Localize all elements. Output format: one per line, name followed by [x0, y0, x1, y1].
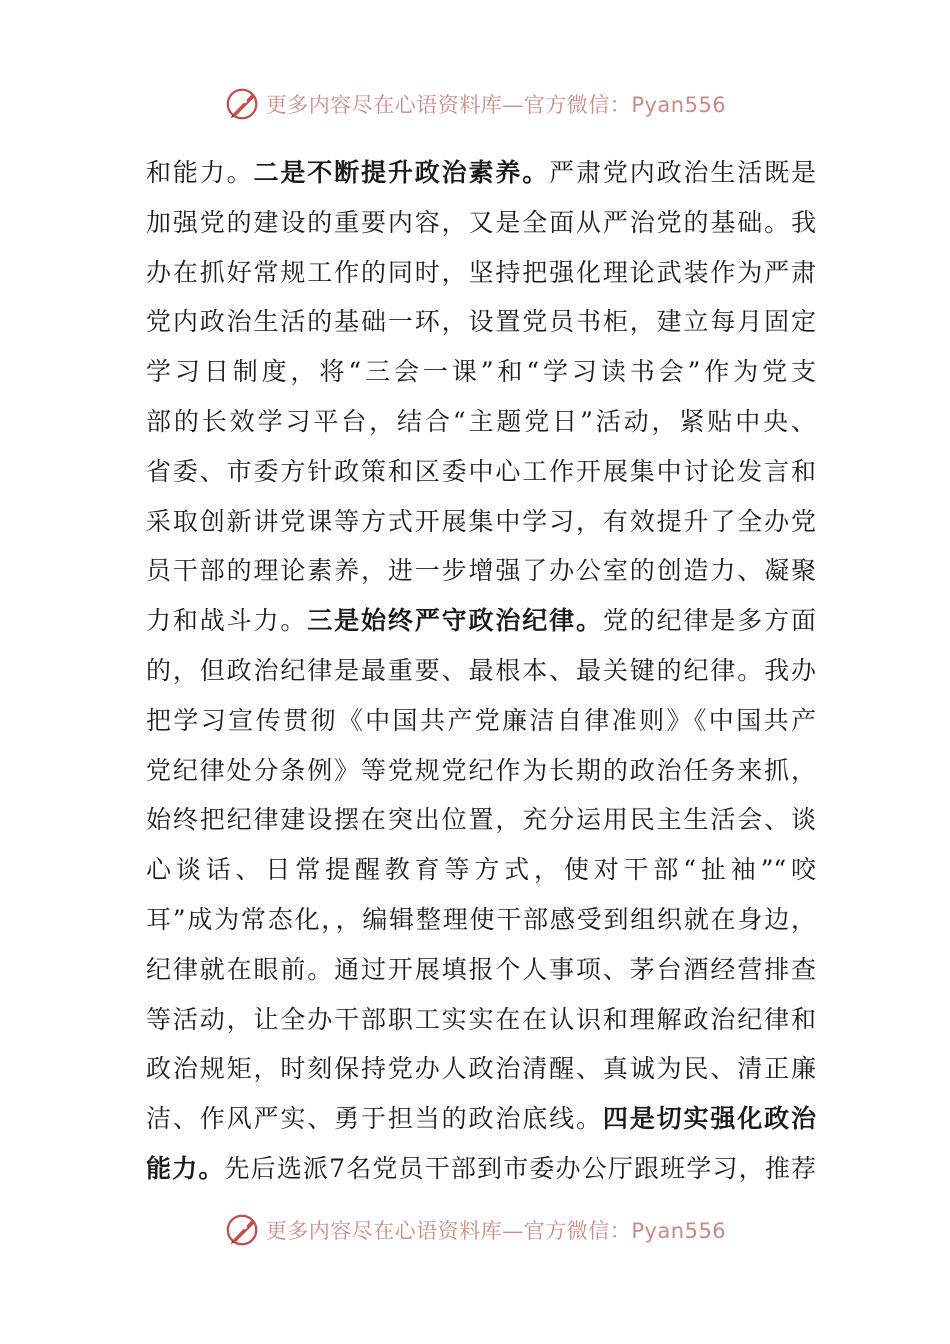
- body-text: 心谈话、日常提醒教育等方式，使对干部“扯袖”“咬: [146, 855, 816, 885]
- text-line: [146, 1094, 816, 1144]
- body-text: 的，但政治纪律是最重要、最根本、最关键的纪律。我办: [146, 655, 816, 685]
- header-watermark-text: 更多内容尽在心语资料库—官方微信：: [265, 93, 632, 117]
- header-watermark: [0, 82, 950, 126]
- text-line: [146, 248, 816, 298]
- body-text: 始终把纪律建设摆在突出位置，充分运用民主生活会、谈: [146, 805, 816, 835]
- text-line: [146, 945, 816, 995]
- body-text: 力和战斗力。: [146, 606, 308, 636]
- text-line: [146, 1144, 816, 1194]
- body-text: 采取创新讲党课等方式开展集中学习，有效提升了全办党: [146, 506, 816, 536]
- footer-watermark: [0, 1208, 950, 1252]
- bold-heading-text: 二是不断提升政治素养。: [253, 158, 550, 187]
- body-text: 政治规矩，时刻保持党办人政治清醒、真诚为民、清正廉: [146, 1054, 816, 1084]
- text-line: [146, 198, 816, 248]
- header-watermark-account: Pyan556: [631, 93, 727, 117]
- text-line: [146, 995, 816, 1045]
- body-text: 党纪律处分条例》等党规党纪作为长期的政治任务来抓，: [146, 755, 816, 785]
- text-line: [146, 148, 816, 198]
- body-text: 学习日制度，将“三会一课”和“学习读书会”作为党支: [146, 357, 816, 387]
- bold-heading-text: 能力。: [146, 1153, 225, 1183]
- body-text: 把学习宣传贯彻《中国共产党廉洁自律准则》《中国共产: [146, 705, 816, 735]
- text-line: [146, 795, 816, 845]
- text-line: [146, 297, 816, 347]
- body-text: 办在抓好常规工作的同时，坚持把强化理论武装作为严肃: [146, 257, 816, 287]
- bold-heading-text: 四是切实强化政治: [602, 1104, 816, 1134]
- body-text: 员干部的理论素养，进一步增强了办公室的创造力、凝聚: [146, 556, 816, 586]
- text-line: [146, 696, 816, 746]
- text-line: [146, 347, 816, 397]
- body-text: 党内政治生活的基础一环，设置党员书柜，建立每月固定: [146, 307, 816, 337]
- footer-watermark-text: 更多内容尽在心语资料库—官方微信：: [265, 1219, 632, 1243]
- pen-circle-icon: [224, 85, 262, 123]
- footer-watermark-account: Pyan556: [631, 1219, 727, 1243]
- body-text: 耳”成为常态化，，编辑整理使干部感受到组织就在身边，: [146, 904, 816, 934]
- body-text: 部的长效学习平台，结合“主题党日”活动，紧贴中央、: [146, 406, 816, 436]
- text-line: [146, 845, 816, 895]
- document-body: [146, 148, 816, 1194]
- body-text: 和能力。: [146, 158, 254, 187]
- text-line: [146, 497, 816, 547]
- body-text: 等活动，让全办干部职工实实在在认识和理解政治纪律和: [146, 1004, 816, 1034]
- text-line: [146, 895, 816, 945]
- pen-circle-icon: [224, 1211, 262, 1249]
- body-text: 省委、市委方针政策和区委中心工作开展集中讨论发言和: [146, 456, 816, 486]
- body-text: 严肃党内政治生活既是: [549, 158, 816, 187]
- body-text: 党的纪律是多方面: [602, 606, 816, 636]
- text-line: [146, 746, 816, 796]
- body-text: 纪律就在眼前。通过开展填报个人事项、茅台酒经营排查: [146, 954, 816, 984]
- text-line: [146, 596, 816, 646]
- body-text: 加强党的建设的重要内容，又是全面从严治党的基础。我: [146, 207, 816, 237]
- text-line: [146, 546, 816, 596]
- text-line: [146, 447, 816, 497]
- text-line: [146, 1044, 816, 1094]
- body-text: 先后选派7名党员干部到市委办公厅跟班学习，推荐: [224, 1153, 816, 1183]
- text-line: [146, 397, 816, 447]
- body-text: 洁、作风严实、勇于担当的政治底线。: [146, 1104, 603, 1134]
- text-line: [146, 646, 816, 696]
- bold-heading-text: 三是始终严守政治纪律。: [307, 606, 603, 636]
